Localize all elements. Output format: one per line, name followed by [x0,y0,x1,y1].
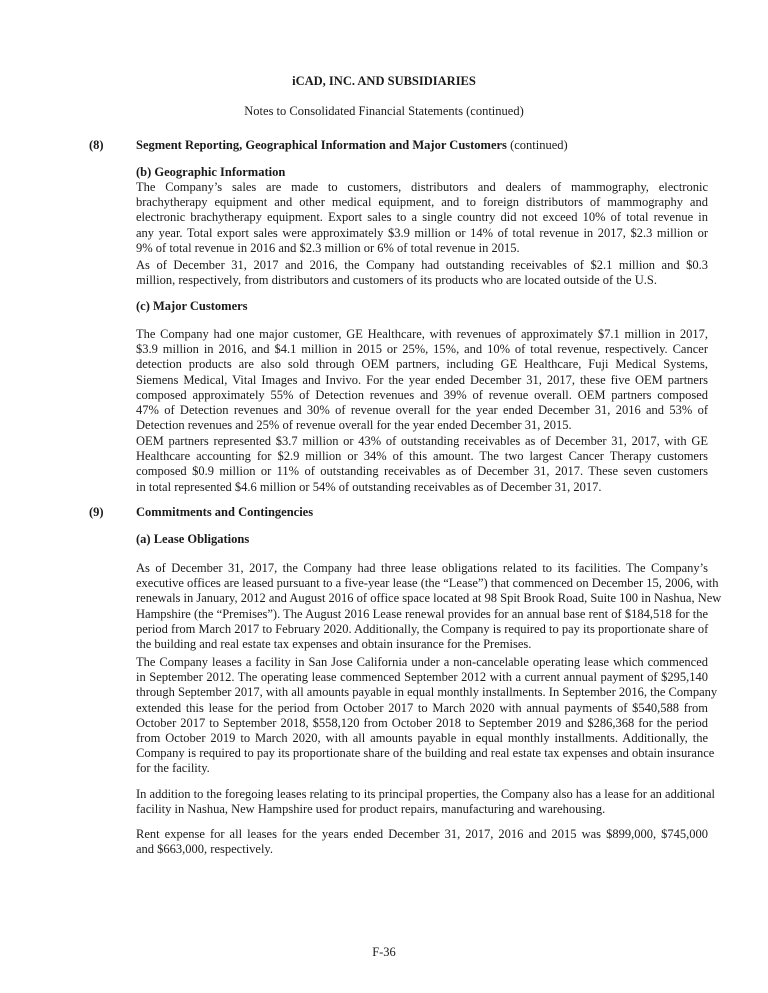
paragraph [136,434,708,495]
text-line: for the facility. [136,761,210,776]
text-line: The Company had one major customer, GE Healthcare, with revenues of approximately $7.1 million in 2017, [136,327,708,341]
text-line: executive offices are leased pursuant to a five-year lease (the “Lease”) that commenced on December 15, 2006, with [136,576,719,591]
document-subtitle: Notes to Consolidated Financial Statements (continued) [244,104,524,118]
text-line: The Company’s sales are made to customers, distributors and dealers of mammography, electronic [136,180,708,194]
text-line: from October 2019 to March 2020, with all amounts payable in equal monthly installments. Additionally, the [136,730,708,745]
subsection-heading: (b) Geographic Information [136,165,286,179]
text-line: Rent expense for all leases for the years ended December 31, 2017, 2016 and 2015 was $899,000, $745,000 [136,827,708,841]
text-line: detection products are also sold through OEM partners, including GE Healthcare, Fuji Medical Systems, [136,357,708,372]
section-number: (8) [89,138,104,152]
text-line: The Company leases a facility in San Jose California under a non-cancelable operating lease which commenced [136,655,708,669]
subsection-heading: (a) Lease Obligations [136,532,250,546]
text-line: composed approximately 55% of Detection revenues and 39% of revenue overall. OEM partners composed [136,387,708,402]
paragraph [136,561,722,652]
paragraph [136,787,716,817]
text-line: 47% of Detection revenues and 30% of revenue overall for the year ended December 31, 2016 and 53% of [136,402,708,417]
section-title [136,138,568,153]
text-line: and $663,000, respectively. [136,842,273,857]
text-line: As of December 31, 2017, the Company had three lease obligations related to its facilities. The Company’s [136,561,708,575]
paragraph [136,258,708,288]
text-line: 9% of total revenue in 2016 and $2.3 million or 6% of total revenue in 2015. [136,240,520,255]
section-title [136,505,313,520]
text-line: electronic brachytherapy equipment. Export sales to a single country did not exceed 10% of total revenue in [136,210,708,225]
section-title-suffix: (continued) [506,138,568,152]
text-line: October 2017 to September 2018, $558,120 from October 2018 to September 2019 and $286,368 for the period [136,715,708,730]
paragraph [136,655,718,777]
section-number: (9) [89,505,104,519]
section-title-text: Commitments and Contingencies [136,505,314,519]
paragraph [136,827,708,857]
paragraph [136,327,708,433]
text-line: Company is required to pay its proportionate share of the building and real estate tax expenses and obtain insurance [136,746,715,761]
text-line: in total represented $4.6 million or 54% of outstanding receivables as of December 31, 2017. [136,479,602,494]
text-line: the building and real estate tax expenses and obtain insurance for the Premises. [136,636,532,651]
paragraph [136,180,708,256]
text-line: In addition to the foregoing leases relating to its principal properties, the Company also has a lease for an additional [136,787,716,801]
text-line: through September 2017, with all amounts payable in equal monthly installments. In September 2016, the Company [136,685,718,700]
subsection-heading: (c) Major Customers [136,299,248,313]
section-title-text: Segment Reporting, Geographical Information and Major Customers [136,138,507,152]
text-line: Healthcare accounting for $2.9 million or 34% of this amount. The two largest Cancer Therapy customers [136,449,708,464]
text-line: facility in Nashua, New Hampshire used for product repairs, manufacturing and warehousing. [136,802,606,817]
text-line: any year. Total export sales were approximately $3.9 million or 14% of total revenue in 2017, $2.3 million or [136,225,708,240]
text-line: OEM partners represented $3.7 million or 43% of outstanding receivables as of December 31, 2017, with GE [136,434,708,448]
text-line: million, respectively, from distributors and customers of its products who are located outside of the U.S. [136,273,657,288]
text-line: $3.9 million in 2016, and $4.1 million in 2015 or 25%, 15%, and 10% of total revenue, respectively. Cancer [136,342,708,357]
text-line: in September 2012. The operating lease commenced September 2012 with a current annual payment of $295,140 [136,670,708,685]
text-line: Siemens Medical, Vital Images and Invivo. For the year ended December 31, 2017, these five OEM partners [136,372,708,387]
text-line: Hampshire (the “Premises”). The August 2016 Lease renewal provides for an annual base rent of $184,518 for the [136,606,708,621]
text-line: Detection revenues and 25% of revenue overall for the year ended December 31, 2015. [136,418,572,433]
page-number: F-36 [372,945,396,959]
text-line: brachytherapy equipment and other medical equipment, and to foreign distributors of mammography and [136,195,708,210]
text-line: renewals in January, 2012 and August 2016 of office space located at 98 Spit Brook Road, Suite 100 in Nashua, New [136,591,722,606]
text-line: period from March 2017 to February 2020. Additionally, the Company is required to pay its proportionate share of [136,621,709,636]
text-line: extended this lease for the period from October 2017 to March 2020 with annual payments of $540,588 from [136,700,708,715]
text-line: As of December 31, 2017 and 2016, the Company had outstanding receivables of $2.1 million and $0.3 [136,258,708,272]
text-line: composed $0.9 million or 11% of outstanding receivables as of December 31, 2017. These seven customers [136,464,708,479]
document-title: iCAD, INC. AND SUBSIDIARIES [292,74,476,88]
